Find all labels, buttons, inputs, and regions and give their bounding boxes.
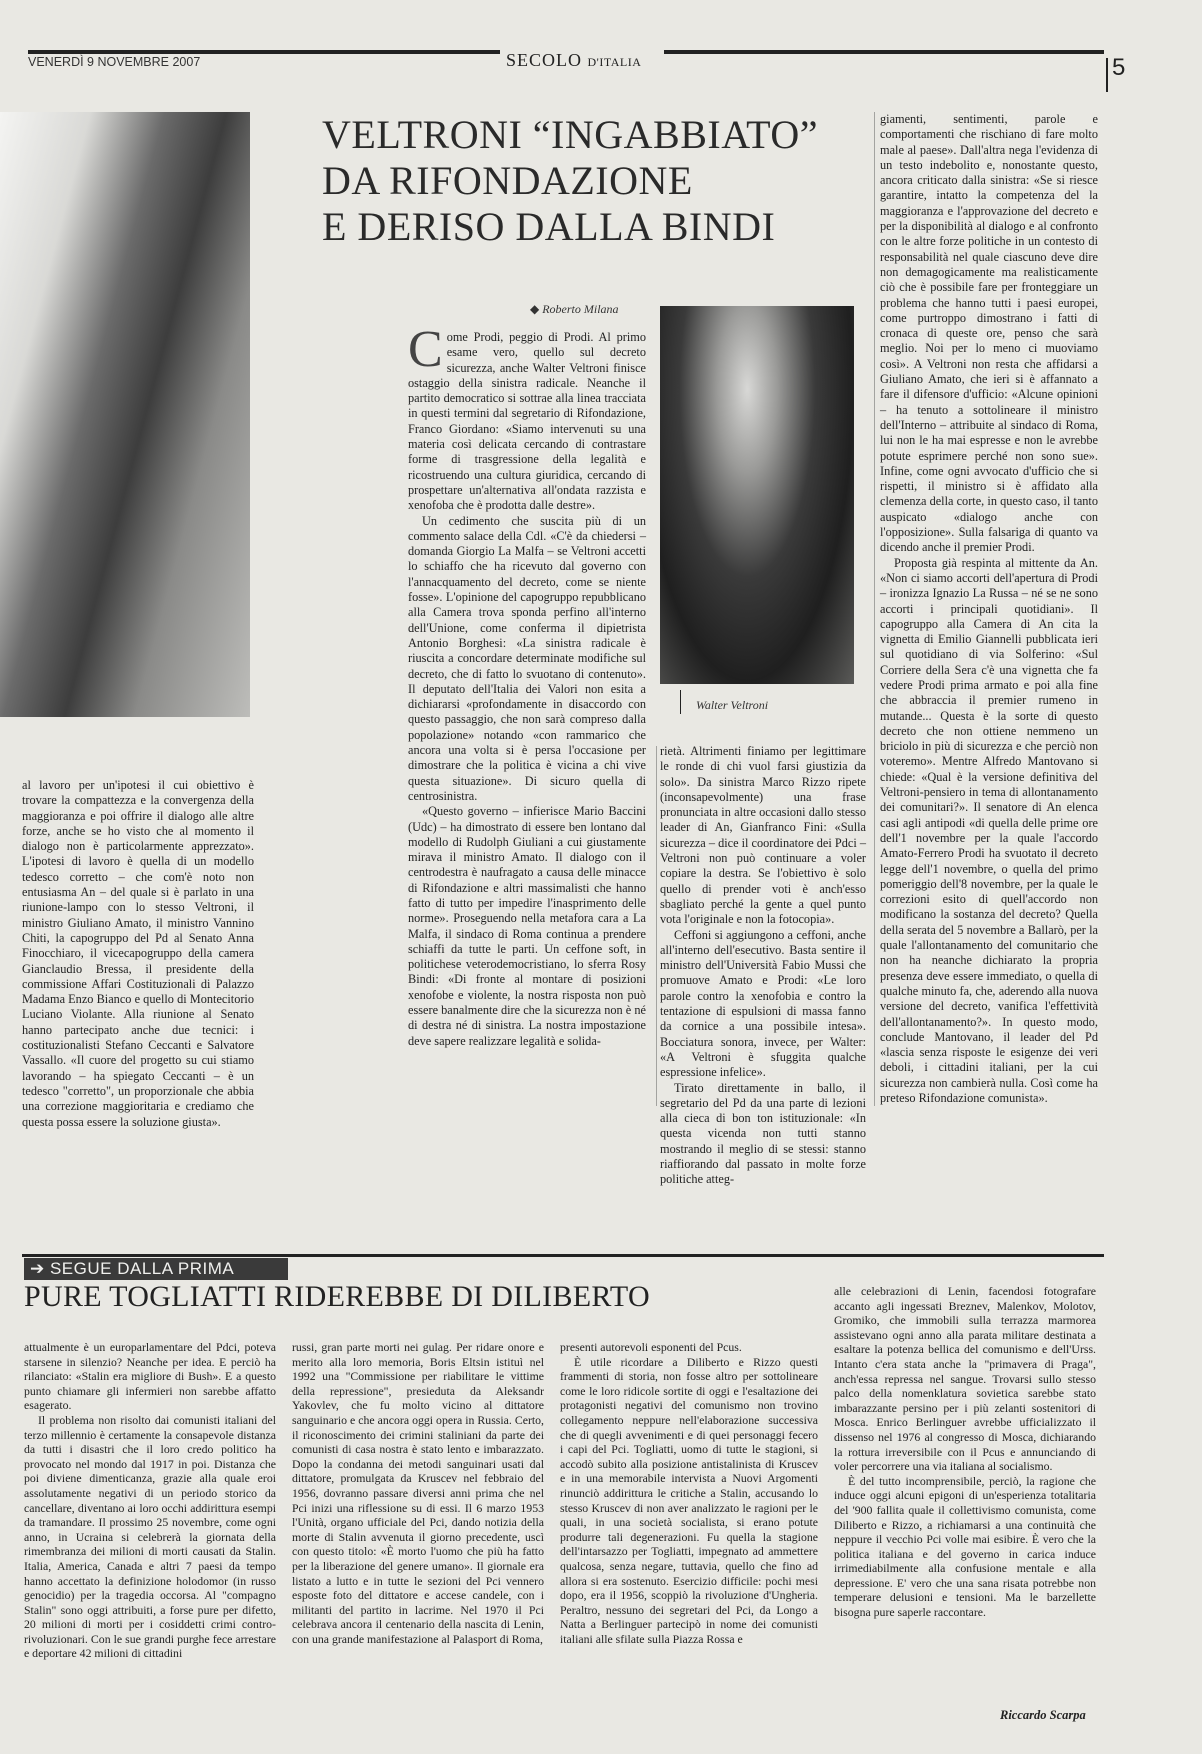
photo-caption: Walter Veltroni (696, 698, 769, 712)
article-col1-para-3: «Questo governo – infierisce Mario Baccini (Udc) – ha dimostrato di essere ben lontano dal modello di Rudolph Giuliani a cui giustamente mirava il ministro Amato. Il dialogo con il centrodestra è naufragato a causa delle minacce di Rifondazione e altri massimalisti che hanno fatto di tutto per impedire l'inasprimento delle norme». Proseguendo nella metafora cara a La Malfa, il sindaco di Roma continua a prendere schiaffi da tutte le parti. Un ceffone soft, in politichese veterodemocristiano, lo sferra Rosy Bindi: «Di fronte al montare di posizioni xenofobe e violente, la nostra risposta non può essere banalmente dire che la sicurezza non è né di destra né di sinistra. La nostra impostazione deve sapere realizzare legalità e solida- (408, 804, 646, 1048)
article-column-3 (880, 112, 1098, 1108)
bottom-col4-para-2: È del tutto incomprensibile, perciò, la ragione che induce oggi alcuni epigoni di un'esperienza totalitaria del '900 fallita quale il collettivismo comunista, come Diliberto e Rizzo, a richiamarsi a una continuità che neppure il vecchio Pci volle mai esibire. È vero che la politica italiana e del governo in carica induce irrimediabilmente alla confusione mentale e alla depressione. E' vero che una sana risata potrebbe non temperare delusioni e tensioni. Ma le barzellette bisogna pure saperle raccontare. (834, 1473, 1096, 1620)
kicker-box (24, 1258, 288, 1280)
article-col2-para-1: rietà. Altrimenti finiamo per legittimare le ronde di chi vuol farsi giustizia da solo». Da sinistra Marco Rizzo ripete (inconsapevolmente) una frase pronunciata in altre occasioni dallo stesso leader di An, Gianfranco Fini: «Sulla sicurezza – dice il coordinatore dei Pdci – Veltroni non può continuare a voler copiare la destra. Se l'obiettivo è solo quello di prender voti è anch'esso sbagliato perché la gente a quel punto vota l'originale e non la fotocopia». (660, 744, 866, 927)
gutter-rule-1 (656, 746, 657, 1106)
bottom-col1-para-2: Il problema non risolto dai comunisti italiani del terzo millennio è certamente la consapevole distanza da tutti i disastri che il loro credo politico ha provocato nel mondo dal 1917 in poi. Distanza che poi diviene dimenticanza, grazie alla quale eroi assolutamente negativi di un periodo storico da cancellare, diventano ai loro occhi addirittura esempi da tramandare. Il prossimo 25 novembre, come ogni anno, in Ucraina si celebrerà la giornata della rimembranza dei milioni di morti causati da Stalin. Italia, America, Canada e altri 7 paesi da tempo hanno accettato la definizione holodomor (in russo genocidio) per la tragedia occorsa. Al "compagno Stalin" sono oggi attribuiti, a forse pure per difetto, 20 milioni di morti per i cosiddetti crimi contro-rivoluzionari. Con le sue grandi purghe fece arrestare e deportare 42 milioni di cittadini (24, 1412, 276, 1661)
bottom-col3-para-2: È utile ricordare a Diliberto e Rizzo questi frammenti di storia, non fosse altro per sottolineare come le loro ridicole sortite di oggi e l'esaltazione dei protagonisti negativi del comunismo non trovino collegamento neppure nell'elaborazione successiva che di quegli avvenimenti e di quei personaggi fecero i capi del Pci. Togliatti, uomo di tutte le stagioni, si accodò subito alla posizione antistalinista di Kruscev e in una memorabile intervista a Nuovi Argomenti rinunciò addirittura le critiche a Stalin, accusando lo stesso Kruscev di non aver analizzato le ragioni per le quali, in una società socialista, si erano potute produrre tali degenerazioni. Fu quella la stagione dell'intarsazzo per Togliatti, impegnato ad ammettere qualcosa, senza negare, tuttavia, quello che fino ad allora si era sostenuto. Esercizio difficile: pochi mesi dopo, era il 1956, scoppiò la rivoluzione d'Ungheria. Peraltro, nessuno dei segretari del Pci, da Longo a Natta a Berlinguer partecipò in nome dei comunisti italiani alle sfilate sulla Piazza Rossa e (560, 1354, 818, 1646)
bottom-column-4 (834, 1284, 1096, 1708)
paper-name (506, 50, 641, 71)
bottom-col3-para-1: presenti autorevoli esponenti del Pcus. (560, 1340, 742, 1354)
headline-line-2: DA RIFONDAZIONE (322, 158, 693, 203)
paper-name-main: SECOLO (506, 50, 583, 70)
article-col2-para-3: Tirato direttamente in ballo, il segretario del Pd da una parte di lezioni alla cieca di bon ton istituzionale: «In questa vicenda non tutti stanno mostrando il meglio di se stessi: stanno riaffiorando dal passato in molte forze politiche atteg- (660, 1080, 866, 1187)
article-col1-para-2: Un cedimento che suscita più di un commento salace della Cdl. «C'è da chiedersi – domanda Giorgio La Malfa – se Veltroni accetti lo schiaffo che ha ricevuto dal governo con l'annacquamento del decreto, come se niente fosse». L'opinione del capogruppo repubblicano alla Camera trova sponda perfino all'interno dell'Unione, come conferma il dipietrista Antonio Borghesi: «La sinistra radicale è riuscita a concordare determinate modifiche sul decreto, che di fatto lo svuotano di contenuto». Il deputato dell'Italia dei Valori non esita a dichiararsi «profondamente in disaccordo con questo passaggio, che non sarà compreso dalla popolazione» notando «con rammarico che ancora una volta si è persa l'occasione per dimostrare che la politica è vicina a chi vive questa situazione». Di sicuro quella di centrosinistra. (408, 513, 646, 803)
article-column-1 (408, 321, 646, 1048)
gutter-rule-2 (874, 112, 875, 1106)
caption-rule (680, 690, 681, 714)
left-col-text: al lavoro per un'ipotesi il cui obiettivo è trovare la compattezza e la convergenza della maggioranza e poi offrire il dialogo alle altre forze, anche se ho visto che al momento il dialogo non è particolarmente apprezzato». L'ipotesi di lavoro è quella di un modello tedesco corretto – che com'è noto non entusiasma An – del quale si è parlato in una riunione-lampo con lo stesso Veltroni, il ministro Giuliano Amato, il ministro Vannino Chiti, la capogruppo del Pd al Senato Anna Finocchiaro, il vicecapogruppo della camera Gianclaudio Bressa, il presidente della commissione Affari Costituzionali di Palazzo Madama Enzo Bianco e quello di Montecitorio Luciano Violante. Alla riunione al Senato hanno partecipato anche due tecnici: i costituzionalisti Stefano Ceccanti e Salvatore Vassallo. «Il cuore del progetto su cui stiamo lavorando – ha spiegato Ceccanti – è un tedesco "corretto", un proporzionale che abbia una correzione maggioritaria e crediamo che questa possa essere la soluzione giusta». (22, 778, 254, 1129)
article-col3-para-2: Proposta già respinta al mittente da An. «Non ci siamo accorti dell'apertura di Prodi – ironizza Ignazio La Russa – né se ne sono accorti i principali quotidiani». Il capogruppo alla Camera di An cita la vignetta di Emilio Giannelli pubblicata ieri sul quotidiano di via Solferino: «Sul Corriere della Sera c'è una vignetta che fa vedere Prodi prima armato e poi alla fine che abbraccia il premier rumeno in mutande... Questa è la sorte di questo decreto che non ottiene nemmeno un briciolo in più di sicurezza e che perciò non voteremo». Mentre Alfredo Mantovano si chiede: «Qual è la versione definitiva del Veltroni-pensiero in tema di allontanamento dei comunitari?». Il senatore di An elenca casi agli antipodi «di quella delle prime ore dell'1 novembre per la quale l'accordo Amato-Ferrero Prodi ha svuotato il decreto legge dell'1 novembre, o quella del primo pomeriggio dell'8 novembre, per la quale le correzioni esito di quell'accordo non modificano la sostanza del decreto? Quella della serata del 5 novembre a Ballarò, per la quale l'allontanamento del comunitario che non ha neanche dichiarato la propria presenza deve essere immediato, o quella di qualche minuto fa, che, aderendo alla nuova versione del decreto, vanifica l'effettività dell'allontanamento?». In questo modo, conclude Mantovano, il leader del Pd «lascia senza risposte le esigenze dei veri deboli, i cittadini italiani, per la cui sicurezza non cambierà nulla. Così come ha preteso Rifondazione comunista». (880, 555, 1098, 1105)
kicker-text: ➔ SEGUE DALLA PRIMA (30, 1259, 235, 1278)
article-col1-para-1: Come Prodi, peggio di Prodi. Al primo esame vero, quello sul decreto sicurezza, anche Walter Veltroni finisce ostaggio della sinistra radicale. Neanche il partito democratico si sottrae alla linea tracciata in questi termini dal segretario di Rifondazione, Franco Giordano: «Siamo intervenuti su una materia così delicata cercando di contrastare forme di trasgressione della legalità e ricostruendo una cultura giuridica, cercando di prospettare un'alternativa all'ondata razzista e xenofoba che è prodotta dalle destre». (408, 321, 646, 513)
portrait-photo-left (0, 112, 250, 717)
main-headline (322, 112, 882, 250)
bottom-col2-text: russi, gran parte morti nei gulag. Per ridare onore e merito alla loro memoria, Boris Eltsin istituì nel 1992 una "Commissione per riabilitare le vittime della repressione", presieduta da Aleksandr Yakovlev, che fu molto vicino al dittatore sanguinario e che ancora oggi opera in Russia. Certo, il riconoscimento dei crimini staliniani da parte dei comunisti di casa nostra è stato lento e imbarazzato. Dopo la condanna dei metodi sanguinari usati dal dittatore, promulgata da Kruscev nel febbraio del 1956, dovranno passare diversi anni prima che nel Pci inizi una riflessione su di essi. Il 6 marzo 1953 l'Unità, organo ufficiale del Pci, dando notizia della morte di Stalin avvenuta il giorno precedente, uscì con questo titolo: «È morto l'uomo che più ha fatto per la liberazione del genere umano». Il giornale era listato a lutto e in tutte le sezioni del Pci vennero esposte foto del dittatore e accese candele, con i militanti del partito in lacrime. Nel 1970 il Pci celebrava ancora il centenario della nascita di Lenin, con una grande manifestazione al Palasport di Roma, (292, 1340, 544, 1646)
veltroni-photo (660, 306, 854, 684)
headline-line-3: E DERISO DALLA BINDI (322, 204, 776, 249)
page-number: 5 (1112, 54, 1126, 81)
masthead (0, 0, 1202, 95)
article-col2-para-2: Ceffoni si aggiungono a ceffoni, anche all'interno dell'esecutivo. Basta sentire il ministro dell'Università Fabio Mussi che promuove Amato e Prodi: «Le loro parole contro la xenofobia e contro la tentazione di espulsioni di massa fanno da cornice a una possibile intesa». Bocciatura sonora, invece, per Walter: «A Veltroni è sfuggita qualche espressione infelice». (660, 927, 866, 1080)
bottom-col1-para-1: attualmente è un europarlamentare del Pdci, poteva starsene in silenzio? Neanche per idea. E perciò ha rilanciato: «Stalin era migliore di Bush». E a questo punto chiamare gli infermieri non sarebbe affatto esagerato. (24, 1340, 276, 1413)
masthead-rule-right (664, 50, 1104, 54)
page-number-divider (1106, 58, 1108, 92)
bottom-column-1 (24, 1340, 276, 1722)
masthead-rule-left (28, 50, 500, 54)
byline: ◆ Roberto Milana (530, 302, 619, 316)
paper-name-suffix: D'ITALIA (587, 55, 642, 69)
left-continuation-column (22, 778, 254, 1129)
date-line: VENERDÌ 9 NOVEMBRE 2007 (28, 55, 201, 69)
bottom-column-2 (292, 1340, 544, 1722)
bottom-col4-para-1: alle celebrazioni di Lenin, facendosi fotografare accanto agli ingessati Breznev, Malenkov, Molotov, Gromiko, che immobili sulla terrazza marmorea assistevano ogni anno alla parata militare destinata a esaltare la potenza bellica del comunismo e dell'Urss. Intanto c'era stata anche la "primavera di Praga", anch'essa repressa nel sangue. Trovarsi sullo stesso palco della nomenklatura sovietica sarebbe stato imbarazzante persino per i più zelanti sostenitori di Mosca. Enrico Berlinguer avrebbe ufficializzato il dissenso nel 1976 al congresso di Mosca, dichiarando la rottura irreversibile con il Pcus e annunciando di voler percorrere una via italiana al socialismo. (834, 1284, 1096, 1474)
article-col3-para-1: giamenti, sentimenti, parole e comportamenti che rischiano di fare molto male al paese». Dall'altra nega l'evidenza di un testo indebolito e, nonostante questo, ancora criticato dalla sinistra: «Se si riesce garantire, intatto la competenza del la maggioranza e l'approvazione del decreto e per la disponibilità al dialogo e al confronto con le altre forze politiche in un contesto di responsabilità nel quale ciascuno deve dire non demagogicamente ma realisticamente ciò che è possibile fare per fronteggiare un problema che hanno tutti i paesi europei, come purtroppo dimostrano i fatti di cronaca di queste ore, penso che sarà meglio. Noi per lo meno ci muoviamo così». A Veltroni non resta che affidarsi a Giuliano Amato, che ieri si è affannato a fare il difensore d'ufficio: «Alcune opinioni – ha tenuto a sottolineare il ministro dell'Interno – attribuite al sindaco di Roma, lui non le ha mai espresse e non le avrebbe potute esprimere perché non sono sue». Infine, come ogni avvocato d'ufficio che si rispetti, il ministro si è affidato alla clemenza della corte, in questo caso, il tanto auspicato «dialogo anche con l'opposizione». Sulla falsariga di quanto va dicendo anche il premier Prodi. (880, 112, 1098, 555)
bottom-section-rule (22, 1254, 1104, 1257)
bottom-headline: PURE TOGLIATTI RIDEREBBE DI DILIBERTO (24, 1280, 650, 1313)
headline-line-1: VELTRONI “INGABBIATO” (322, 112, 819, 157)
article-column-2 (660, 744, 866, 1187)
drop-cap: C (408, 321, 443, 378)
bottom-column-3 (560, 1340, 818, 1722)
author-signature: Riccardo Scarpa (1000, 1708, 1086, 1722)
